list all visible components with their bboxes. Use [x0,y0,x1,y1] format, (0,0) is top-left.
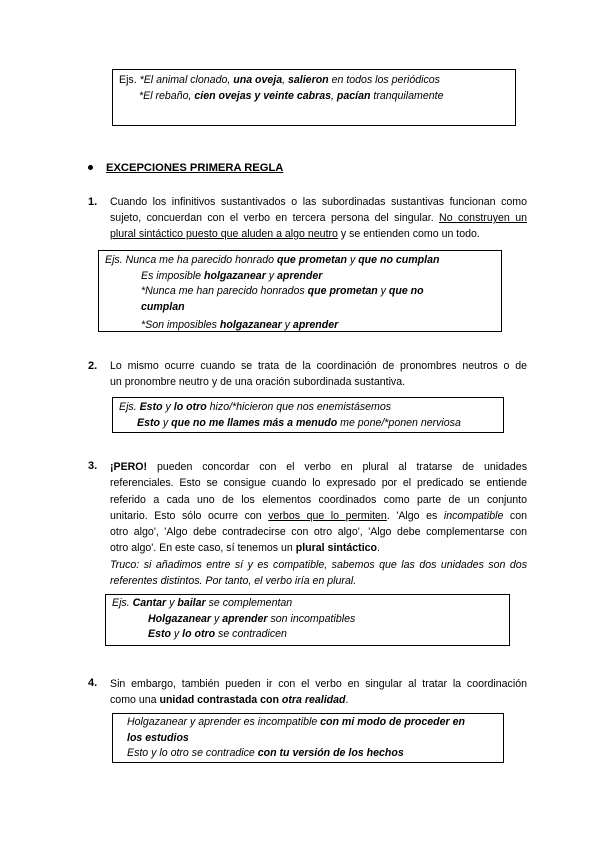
example-line [105,284,495,300]
example-subject: Cantar [132,597,167,609]
item-1-paragraph [110,195,527,243]
item-number: 3. [88,460,98,472]
example-subject: aprender [277,269,323,282]
paragraph-line [110,211,527,227]
example-text: , [282,74,289,86]
text-run: como una [110,694,160,707]
paragraph-line: otro algo', 'Algo debe contradecirse con otro algo', 'Algo debe complementarse con [110,526,527,539]
text-run: . [377,542,380,555]
tip-line: Truco: si añadimos entre sí y es compatible, sabemos que las dos unidades son dos [110,558,527,571]
text-run: unitario. Esto sólo ocurre con [110,509,269,522]
example-text: y [211,612,223,625]
example-text: en todos los periódicos [328,74,440,86]
example-subject: Esto [139,401,163,413]
example-text: Holgazanear y aprender es incompatible [127,716,321,728]
text-run: y se entienden como un todo. [337,227,480,240]
example-prefix: Ejs. [119,74,140,86]
example-line [127,731,489,747]
example-text: Ejs. [112,597,133,609]
paragraph-line: Cuando los infinitivos sustantivados o las subordinadas sustantivas funcionan como [110,196,527,208]
emphasis-text: ¡PERO! [110,461,148,473]
paragraph-line [110,227,527,243]
text-run: . 'Algo es [386,509,444,522]
example-line [105,253,495,269]
example-line [127,746,489,762]
bullet-icon [88,165,93,170]
emphasis-text: otra realidad [281,694,346,707]
example-text: *El animal clonado, [139,74,234,86]
example-text: y [281,319,293,331]
example-line [105,318,495,334]
example-subject: que no me llames más a menudo [171,417,338,429]
paragraph-line [110,508,527,524]
example-box-top [112,69,516,126]
example-text: *El rebaño, [139,89,195,102]
example-text: se complementan [205,597,293,609]
italic-text: incompatible [443,509,504,522]
example-box-1 [98,250,502,332]
example-complement: los estudios [127,731,189,744]
text-run: sujeto, concuerdan con el verbo en tercera persona del singular. [110,211,440,224]
example-subject: bailar [177,597,206,609]
example-verb: pacían [336,89,371,102]
paragraph-line [110,540,527,556]
underlined-text: No construyen un [439,211,527,224]
example-box-2 [112,397,504,433]
example-text: , [330,89,337,102]
example-subject: que no [388,285,424,297]
paragraph-line: referenciales. Esto se consigue cuando lo expresado por el predicado se entiende [110,477,527,490]
example-subject: una oveja [233,74,283,86]
text-run: . [345,694,349,707]
text-run: pueden concordar con el verbo en plural al tratarse de unidades [147,461,527,473]
example-text: *Nunca me han parecido honrados [141,285,308,297]
paragraph-line: Lo mismo ocurre cuando se trata de la coordinación de pronombres neutros o de [110,360,527,372]
example-text: y [159,417,172,429]
example-line [112,612,503,628]
example-text: Ejs. [119,401,140,413]
example-subject: Holgazanear [148,612,211,625]
emphasis-text: plural sintáctico [295,542,378,555]
example-subject: Esto [148,628,171,640]
paragraph-line: referido a cada uno de los elementos coordinados como parte de un conjunto [110,493,527,506]
example-text: y [377,285,389,297]
item-4-paragraph [110,676,527,709]
item-2-paragraph [110,359,527,391]
example-text: y [162,401,174,413]
example-subject: aprender [292,319,339,331]
emphasis-text: unidad contrastada con [159,694,282,707]
example-text: Es imposible [141,269,204,282]
example-subject: cien ovejas y veinte cabras [194,89,331,102]
example-subject: que prometan [307,285,378,297]
text-run: otro algo'. En este caso, sí tenemos un [110,542,296,555]
example-subject: que no cumplan [358,254,440,266]
example-text: hizo/*hicieron que nos enemistásemos [206,401,392,413]
text-run: con [503,509,527,522]
item-3-paragraph [110,459,527,589]
item-number: 1. [88,196,98,208]
example-text: Esto y lo otro se contradice [127,747,258,759]
example-text: tranquilamente [370,89,444,102]
example-complement: con tu versión de los hechos [257,747,404,759]
example-subject: holgazanear [204,269,266,282]
example-text: Ejs. Nunca me ha parecido honrado [105,254,277,266]
example-complement: con mi modo de proceder en [320,716,465,728]
example-line [119,415,497,431]
example-line [112,596,503,612]
example-line [112,627,503,643]
example-line [105,300,495,316]
example-subject: que prometan [276,254,348,266]
underlined-text: verbos que lo permiten [268,509,387,522]
paragraph-line: un pronombre neutro y de una oración subordinada sustantiva. [110,375,406,388]
example-line [119,73,509,89]
section-heading-text: EXCEPCIONES PRIMERA REGLA [106,162,284,174]
example-verb: salieron [288,74,329,86]
paragraph-line [110,692,527,708]
example-text: y [170,628,183,640]
example-text: y [347,254,359,266]
example-text: y [166,597,178,609]
paragraph-line [110,459,527,475]
example-subject: aprender [222,612,268,625]
paragraph-line: Sin embargo, también pueden ir con el verbo en singular al tratar la coordinación [110,678,527,690]
item-number: 4. [88,677,98,689]
tip-line: referentes distintos. Por tanto, el verbo iría en plural. [110,575,357,588]
example-subject: cumplan [141,300,185,313]
item-number: 2. [88,360,98,372]
example-subject: Esto [137,417,160,429]
example-box-4 [112,713,504,763]
example-subject: lo otro [182,628,216,640]
example-line [119,399,497,415]
section-heading [88,162,283,174]
example-subject: lo otro [173,401,207,413]
example-line [105,269,495,285]
example-box-3 [105,594,510,646]
example-line [127,715,489,731]
example-line [119,89,509,105]
example-text: son incompatibles [267,612,356,625]
example-text: y [265,269,278,282]
example-text: me pone/*ponen nerviosa [337,417,461,429]
underlined-text: plural sintáctico puesto que aluden a algo neutro [110,227,338,240]
example-text: *Son imposibles [141,319,220,331]
example-text: se contradicen [215,628,287,640]
example-subject: holgazanear [219,319,282,331]
